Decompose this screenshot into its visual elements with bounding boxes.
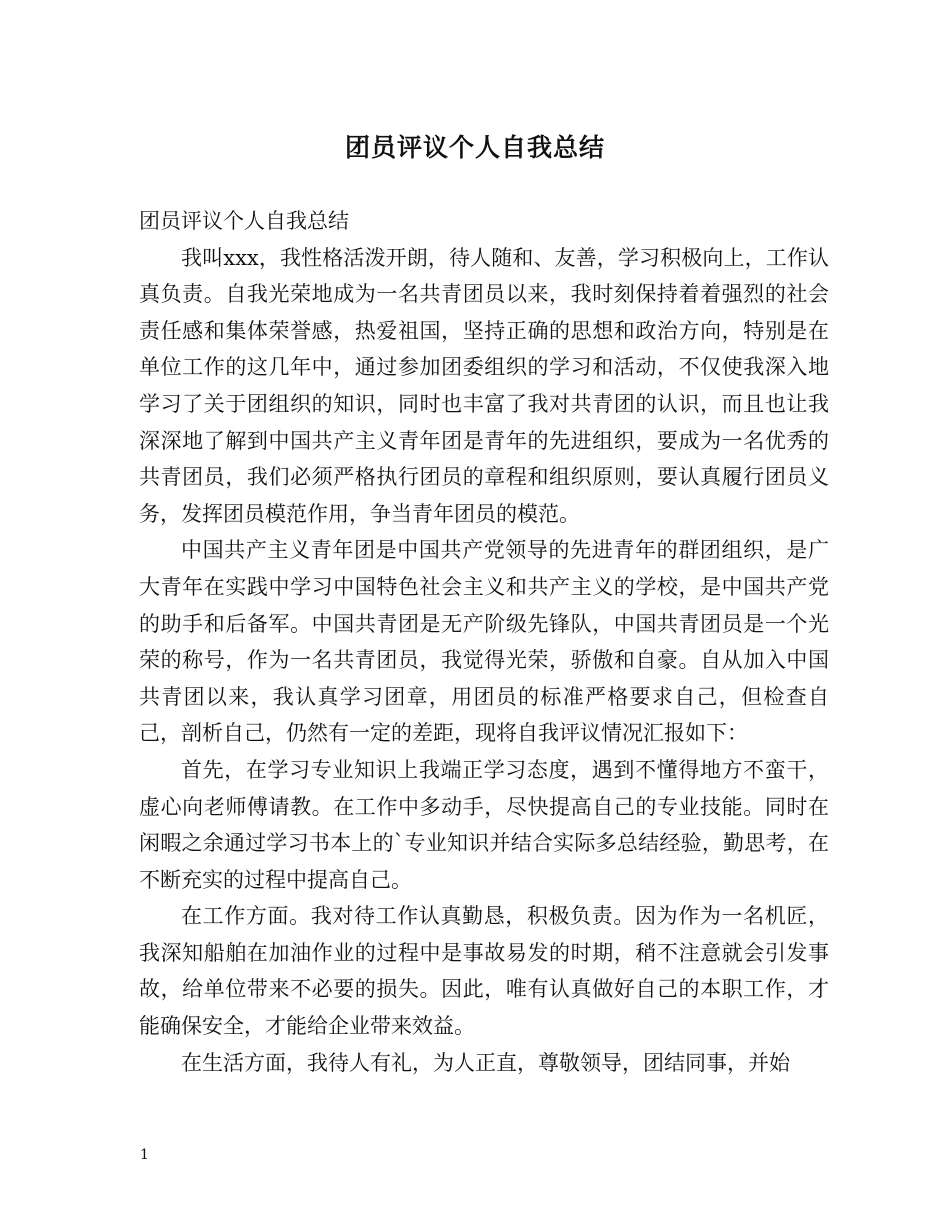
document-body xyxy=(139,203,829,1081)
paragraph-life: 在生活方面，我待人有礼，为人正直，尊敬领导，团结同事，并始 xyxy=(181,1050,790,1075)
paragraph-study: 首先，在学习专业知识上我端正学习态度，遇到不懂得地方不蛮干，虚心向老师傅请教。在工作中多动手，尽快提高自己的专业技能。同时在闲暇之余通过学习书本上的`专业知识并结合实际多总结经验，勤思考，在不断充实的过程中提高自己。 xyxy=(139,757,829,892)
paragraph-work: 在工作方面。我对待工作认真勤恳，积极负责。因为作为一名机匠，我深知船舶在加油作业的过程中是事故易发的时期，稍不注意就会引发事故，给单位带来不必要的损失。因此，唯有认真做好自己的本职工作，才能确保安全，才能给企业带来效益。 xyxy=(139,904,829,1039)
page-number: 1 xyxy=(140,1147,149,1163)
document-title: 团员评议个人自我总结 xyxy=(344,133,605,162)
paragraph-intro: 我叫xxx，我性格活泼开朗，待人随和、友善，学习积极向上，工作认真负责。自我光荣地成为一名共青团员以来，我时刻保持着着强烈的社会责任感和集体荣誉感，热爱祖国，坚持正确的思想和政治方向，特别是在单位工作的这几年中，通过参加团委组织的学习和活动，不仅使我深入地学习了关于团组织的知识，同时也丰富了我对共青团的认识，而且也让我深深地了解到中国共产主义青年团是青年的先进组织，要成为一名优秀的共青团员，我们必须严格执行团员的章程和组织原则，要认真履行团员义务，发挥团员模范作用，争当青年团员的模范。 xyxy=(139,245,829,526)
paragraph-league-description: 中国共产主义青年团是中国共产党领导的先进青年的群团组织，是广大青年在实践中学习中国特色社会主义和共产主义的学校，是中国共产党的助手和后备军。中国共青团是无产阶级先锋队，中国共青团员是一个光荣的称号，作为一名共青团员，我觉得光荣，骄傲和自豪。自从加入中国共青团以来，我认真学习团章，用团员的标准严格要求自己，但检查自己，剖析自己，仍然有一定的差距，现将自我评议情况汇报如下： xyxy=(139,538,829,746)
document-subtitle: 团员评议个人自我总结 xyxy=(139,209,349,233)
